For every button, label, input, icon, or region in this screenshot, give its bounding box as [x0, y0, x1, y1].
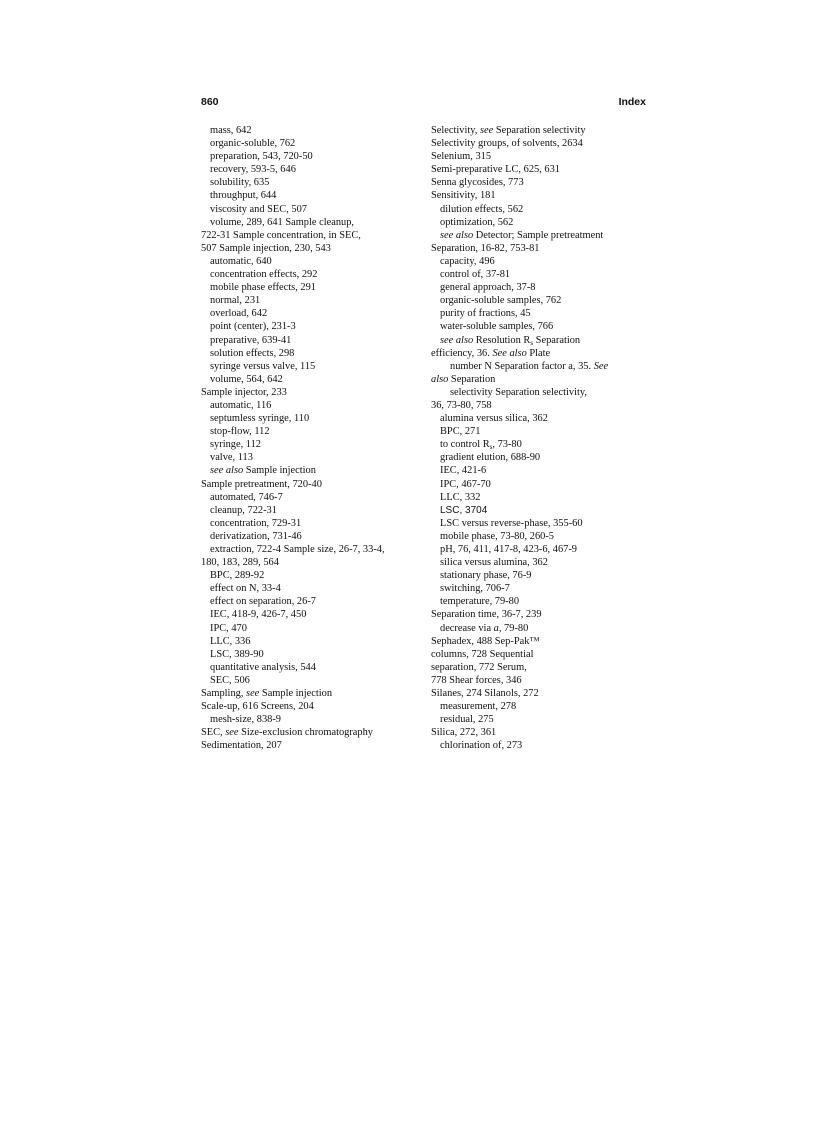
- index-entry: [431, 674, 653, 687]
- italic-term: also: [431, 373, 449, 385]
- entry-text: 180, 183, 289, 564: [201, 557, 279, 569]
- italic-term: see: [225, 727, 239, 739]
- index-entry: [201, 137, 416, 150]
- entry-text: 36, 73-80, 758: [431, 399, 492, 411]
- index-entry: [201, 150, 416, 163]
- index-entry: [201, 242, 416, 255]
- index-entry: [201, 556, 416, 569]
- index-entry: [201, 622, 416, 635]
- index-entry: [201, 320, 416, 333]
- entry-text: point (center), 231-3: [210, 321, 296, 333]
- entry-text: Sedimentation, 207: [201, 740, 282, 752]
- index-entry: [431, 255, 653, 268]
- entry-text: Sephadex, 488 Sep-Pak™: [431, 635, 540, 647]
- italic-term: see also: [210, 465, 244, 477]
- entry-text: 79-80: [501, 622, 529, 634]
- entry-text: SEC, 506: [210, 674, 250, 686]
- italic-term: see: [479, 125, 494, 136]
- entry-text: LSC versus reverse-phase, 355-60: [440, 517, 583, 529]
- entry-text: Selectivity groups, of solvents, 2634: [431, 138, 583, 150]
- index-entry: [201, 399, 416, 412]
- entry-text: alumina versus silica, 362: [440, 413, 548, 425]
- entry-text: Sample injection: [243, 465, 316, 477]
- entry-text: separation, 772 Serum,: [431, 661, 527, 673]
- page-number: 860: [201, 96, 219, 108]
- entry-text: water-soluble samples, 766: [440, 321, 554, 333]
- index-entry: [201, 176, 416, 189]
- index-entry: [201, 281, 416, 294]
- entry-text: IPC, 470: [210, 622, 247, 634]
- entry-text: stop-flow, 112: [210, 426, 270, 438]
- entry-text: volume, 564, 642: [210, 373, 283, 385]
- index-entry: [201, 530, 416, 543]
- entry-text: LLC, 332: [440, 491, 481, 503]
- entry-text: concentration effects, 292: [210, 269, 318, 281]
- index-entry: [201, 229, 416, 242]
- index-entry: [431, 739, 653, 752]
- entry-text: automatic, 640: [210, 255, 272, 267]
- entry-text: LLC, 336: [210, 635, 251, 647]
- entry-text: automatic, 116: [210, 399, 272, 411]
- entry-text: effect on separation, 26-7: [210, 596, 316, 608]
- index-entry: [201, 595, 416, 608]
- entry-text: throughput, 644: [210, 190, 277, 202]
- entry-text: Silanes, 274 Silanols, 272: [431, 688, 539, 700]
- entry-text: mobile phase, 73-80, 260-5: [440, 530, 554, 542]
- entry-text: optimization, 562: [440, 216, 514, 228]
- index-column-left: [201, 124, 416, 753]
- entry-text: IEC, 418-9, 426-7, 450: [210, 609, 307, 621]
- entry-text: Sample injector, 233: [201, 386, 287, 398]
- entry-text: IPC, 467-70: [440, 478, 491, 490]
- index-entry: [431, 216, 653, 229]
- index-entry: [431, 648, 653, 661]
- entry-text: to control R: [440, 439, 490, 451]
- index-entry: [201, 373, 416, 386]
- entry-text: LSC, 3704: [440, 504, 488, 516]
- index-entry: [431, 713, 653, 726]
- entry-text: capacity, 496: [440, 255, 495, 267]
- entry-text: Scale-up, 616 Screens, 204: [201, 701, 314, 713]
- index-entry: [201, 386, 416, 399]
- index-entry: [201, 438, 416, 451]
- index-entry: [431, 386, 653, 399]
- index-entry: [201, 726, 416, 739]
- index-entry: [201, 582, 416, 595]
- entry-text: BPC, 289-92: [210, 570, 265, 582]
- index-entry: [201, 216, 416, 229]
- entry-text: Detector; Sample pretreatment: [473, 229, 604, 241]
- index-entry: [431, 124, 653, 137]
- index-entry: [431, 203, 653, 216]
- entry-text: automated, 746-7: [210, 491, 283, 503]
- index-entry: [431, 595, 653, 608]
- index-column-right: [431, 124, 653, 753]
- subscript: s: [489, 443, 493, 452]
- index-entry: [201, 412, 416, 425]
- entry-text: BPC, 271: [440, 426, 481, 438]
- index-entry: [201, 478, 416, 491]
- index-entry: [201, 307, 416, 320]
- index-entry: [201, 334, 416, 347]
- index-entry: [431, 726, 653, 739]
- entry-text: stationary phase, 76-9: [440, 570, 532, 582]
- entry-text: pH, 76, 411, 417-8, 423-6, 467-9: [440, 544, 577, 555]
- entry-text: preparation, 543, 720-50: [210, 151, 313, 163]
- index-entry: [201, 569, 416, 582]
- italic-term: see: [246, 688, 260, 700]
- index-entry: [201, 543, 416, 556]
- entry-text: Silica, 272, 361: [431, 727, 497, 739]
- index-entry: [431, 504, 653, 517]
- index-entry: [431, 399, 653, 412]
- index-entry: [201, 635, 416, 648]
- index-entry: [431, 150, 653, 163]
- index-entry: [431, 373, 653, 386]
- entry-text: Resolution R: [473, 334, 531, 346]
- entry-text: decrease via: [440, 622, 494, 634]
- index-entry: [201, 713, 416, 726]
- entry-text: organic-soluble, 762: [210, 138, 296, 150]
- entry-text: Selenium, 315: [431, 151, 492, 163]
- index-entry: [431, 294, 653, 307]
- entry-text: number N Separation factor a, 35.: [450, 360, 594, 372]
- index-entry: [431, 360, 653, 373]
- entry-text: measurement, 278: [440, 701, 517, 713]
- index-entry: [201, 739, 416, 752]
- entry-text: syringe versus valve, 115: [210, 360, 316, 372]
- entry-text: overload, 642: [210, 308, 268, 320]
- index-entry: [431, 320, 653, 333]
- entry-text: concentration, 729-31: [210, 517, 302, 529]
- entry-text: solubility, 635: [210, 177, 270, 189]
- entry-text: normal, 231: [210, 295, 261, 307]
- index-entry: [201, 674, 416, 687]
- index-entry: [431, 281, 653, 294]
- index-entry: [431, 163, 653, 176]
- entry-text: recovery, 593-5, 646: [210, 164, 296, 176]
- entry-text: IEC, 421-6: [440, 465, 487, 477]
- index-entry: [431, 137, 653, 150]
- entry-text: quantitative analysis, 544: [210, 661, 316, 673]
- index-entry: [431, 438, 653, 451]
- entry-text: mobile phase effects, 291: [210, 282, 316, 294]
- entry-text: Senna glycosides, 773: [431, 177, 524, 189]
- italic-term: See also: [492, 347, 527, 359]
- index-entry: [201, 347, 416, 360]
- entry-text: control of, 37-81: [440, 269, 511, 281]
- index-entry: [431, 569, 653, 582]
- index-entry: [431, 176, 653, 189]
- index-entry: [431, 530, 653, 543]
- entry-text: residual, 275: [440, 714, 494, 726]
- index-entry: [431, 268, 653, 281]
- index-entry: [431, 543, 653, 556]
- index-entry: [431, 608, 653, 621]
- index-entry: [201, 648, 416, 661]
- entry-text: Separation, 16-82, 753-81: [431, 242, 540, 254]
- entry-text: Separation: [448, 373, 496, 385]
- index-entry: [431, 347, 653, 360]
- entry-text: mass, 642: [210, 125, 252, 136]
- entry-text: organic-soluble samples, 762: [440, 295, 562, 307]
- index-entry: [201, 124, 416, 137]
- entry-text: dilution effects, 562: [440, 203, 524, 215]
- entry-text: 507 Sample injection, 230, 543: [201, 242, 331, 254]
- entry-text: 778 Shear forces, 346: [431, 674, 522, 686]
- entry-text: Sampling,: [201, 688, 247, 700]
- italic-term: See: [593, 360, 609, 372]
- entry-text: SEC,: [201, 727, 226, 739]
- index-entry: [201, 203, 416, 216]
- index-entry: [431, 582, 653, 595]
- index-entry: [431, 635, 653, 648]
- entry-text: Sensitivity, 181: [431, 190, 496, 202]
- entry-text: chlorination of, 273: [440, 740, 523, 752]
- entry-text: effect on N, 33-4: [210, 583, 281, 595]
- entry-text: Separation selectivity: [493, 125, 586, 136]
- index-entry: [201, 504, 416, 517]
- index-entry: [431, 229, 653, 242]
- index-entry: [431, 425, 653, 438]
- entry-text: general approach, 37-8: [440, 282, 536, 294]
- entry-text: Semi-preparative LC, 625, 631: [431, 164, 560, 176]
- entry-text: derivatization, 731-46: [210, 530, 302, 542]
- entry-text: LSC, 389-90: [210, 648, 264, 660]
- entry-text: cleanup, 722-31: [210, 504, 277, 516]
- index-entry: [201, 425, 416, 438]
- entry-text: volume, 289, 641 Sample cleanup,: [210, 216, 354, 228]
- entry-text: Plate: [526, 347, 551, 359]
- index-entry: [431, 307, 653, 320]
- entry-text: 722-31 Sample concentration, in SEC,: [201, 229, 361, 241]
- entry-text: columns, 728 Sequential: [431, 648, 534, 660]
- entry-text: switching, 706-7: [440, 583, 510, 595]
- entry-text: viscosity and SEC, 507: [210, 203, 307, 215]
- entry-text: valve, 113: [210, 452, 253, 464]
- index-entry: [201, 517, 416, 530]
- index-entry: [201, 255, 416, 268]
- index-entry: [431, 491, 653, 504]
- entry-text: Sample pretreatment, 720-40: [201, 478, 322, 490]
- index-entry: [201, 163, 416, 176]
- entry-text: preparative, 639-41: [210, 334, 292, 346]
- index-entry: [201, 189, 416, 202]
- index-entry: [201, 294, 416, 307]
- running-title: Index: [618, 96, 646, 108]
- index-entry: [201, 268, 416, 281]
- italic-term: see also: [440, 229, 474, 241]
- index-entry: [201, 491, 416, 504]
- entry-text: septumless syringe, 110: [210, 413, 310, 425]
- index-entry: [431, 687, 653, 700]
- entry-text: mesh-size, 838-9: [210, 714, 281, 726]
- entry-text: Separation: [533, 334, 581, 346]
- index-entry: [431, 556, 653, 569]
- entry-text: temperature, 79-80: [440, 596, 520, 608]
- index-entry: [201, 700, 416, 713]
- index-entry: [431, 242, 653, 255]
- subscript: s: [530, 338, 534, 347]
- index-entry: [201, 608, 416, 621]
- entry-text: solution effects, 298: [210, 347, 295, 359]
- entry-text: Sample injection: [259, 688, 333, 700]
- entry-text: extraction, 722-4 Sample size, 26-7, 33-4,: [210, 544, 385, 555]
- index-entry: [431, 464, 653, 477]
- entry-text: efficiency, 36.: [431, 347, 493, 359]
- entry-text: Selectivity,: [431, 125, 480, 136]
- entry-text: syringe, 112: [210, 439, 261, 451]
- index-entry: [201, 360, 416, 373]
- index-entry: [201, 661, 416, 674]
- index-entry: [201, 451, 416, 464]
- index-entry: [431, 189, 653, 202]
- entry-text: Separation time, 36-7, 239: [431, 609, 542, 621]
- index-entry: [431, 517, 653, 530]
- italic-term: see also: [440, 334, 474, 346]
- entry-text: purity of fractions, 45: [440, 308, 531, 320]
- index-entry: [431, 334, 653, 347]
- entry-text: selectivity Separation selectivity,: [450, 386, 587, 398]
- entry-text: gradient elution, 688-90: [440, 452, 541, 464]
- index-entry: [431, 622, 653, 635]
- entry-text: , 73-80: [492, 439, 522, 451]
- entry-text: silica versus alumina, 362: [440, 557, 548, 569]
- index-entry: [431, 661, 653, 674]
- index-entry: [431, 700, 653, 713]
- index-entry: [431, 451, 653, 464]
- entry-text: Size-exclusion chromatography: [238, 727, 374, 739]
- index-entry: [201, 687, 416, 700]
- italic-term: a,: [493, 622, 502, 634]
- index-entry: [201, 464, 416, 477]
- index-entry: [431, 412, 653, 425]
- index-entry: [431, 478, 653, 491]
